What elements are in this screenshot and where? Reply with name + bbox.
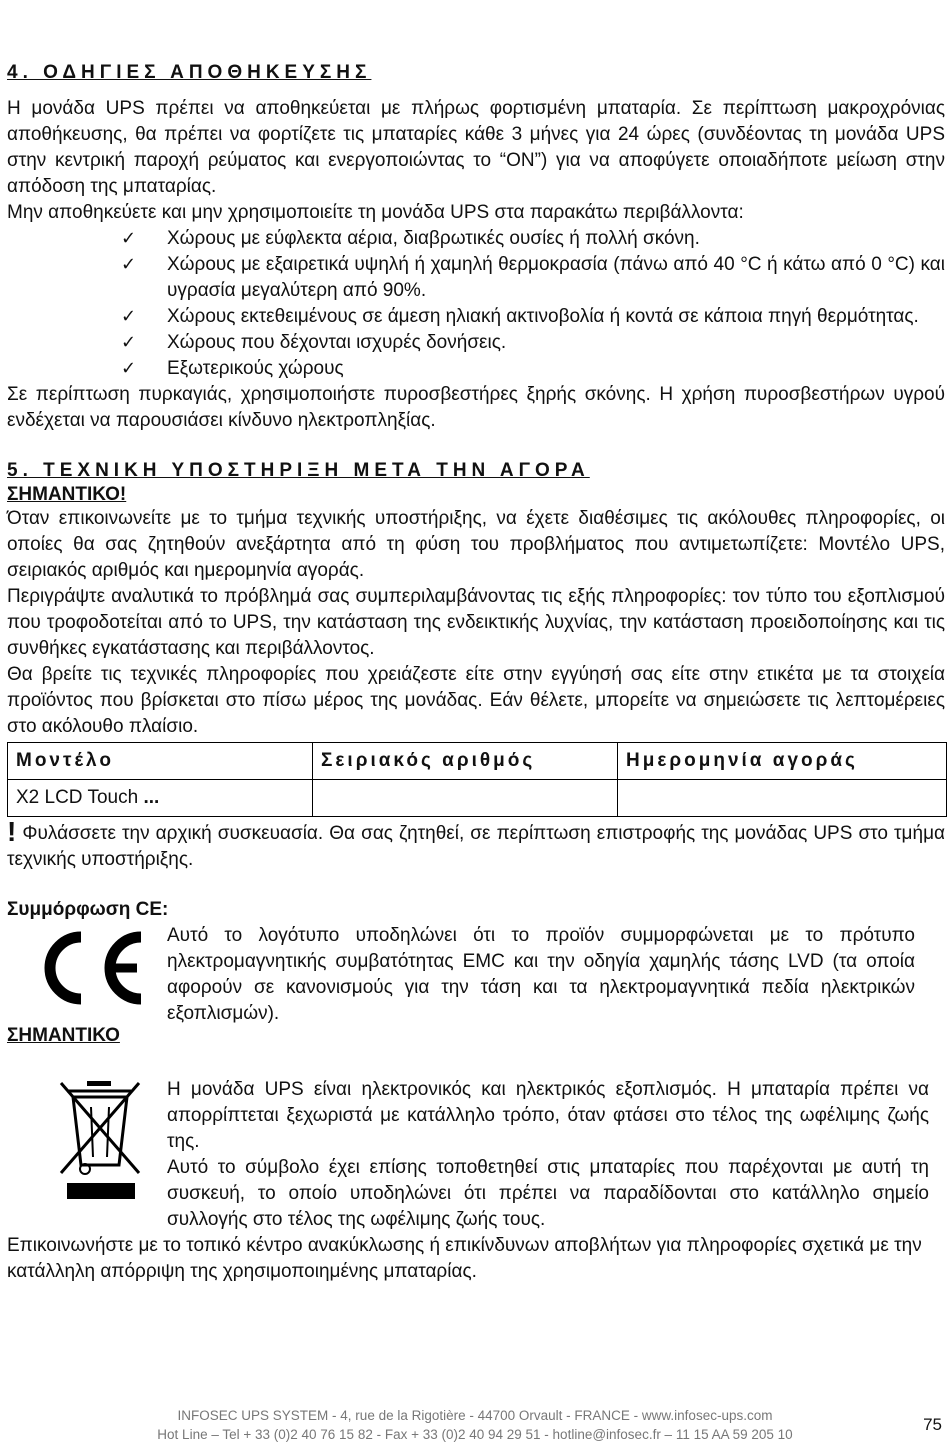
- model-value: X2 LCD Touch: [16, 787, 139, 808]
- crossed-bin-icon: [57, 1077, 145, 1201]
- footer-contact: Hot Line – Tel + 33 (0)2 40 76 15 82 - Fax + 33 (0)2 40 94 29 51 - hotline@infosec.fr – 11 15 AA 59 205 10: [157, 1427, 793, 1442]
- column-header-model: Μοντέλο: [8, 743, 313, 780]
- weee-section: [7, 1077, 945, 1233]
- important-label: ΣΗΜΑΝΤΙΚΟ!: [7, 484, 127, 505]
- document-page: [7, 60, 945, 1285]
- list-item-text: Χώρους με εύφλεκτα αέρια, διαβρωτικές ουσίες ή πολλή σκόνη.: [167, 228, 700, 249]
- support-paragraph-3: Θα βρείτε τις τεχνικές πληροφορίες που χρειάζεστε είτε στην εγγύησή σας είτε στην ετικέτα με τα στοιχεία προϊόντος που βρίσκεται στο πίσω μέρος της μονάδας. Εάν θέλετε, μπορείτε να σημειώσετε τις λεπτομέρειες στο ακόλουθο πλαίσιο.: [7, 664, 945, 737]
- environment-list: [7, 226, 945, 382]
- column-header-serial: Σειριακός αριθμός: [313, 743, 618, 780]
- ce-text: Αυτό το λογότυπο υποδηλώνει ότι το προϊόν συμμορφώνεται με το πρότυπο ηλεκτρομαγνητικής συμβατότητας EMC και την οδηγία χαμηλής τάσης LVD (τα οποία αφορούν σε κανονισμούς για την τάση και τα ηλεκτρομαγνητικά πεδία ηλεκτρικών εξοπλισμών).: [167, 925, 915, 1024]
- list-item-text: Χώρους με εξαιρετικά υψηλή ή χαμηλή θερμοκρασία (πάνω από 40 °C ή κάτω από 0 °C) και υγρασία μεγαλύτερη από 90%.: [167, 254, 945, 301]
- product-info-table: [7, 742, 947, 817]
- footer: [0, 1406, 950, 1444]
- checkmark-icon: ✓: [121, 254, 137, 275]
- support-section: [7, 458, 945, 873]
- table-row: [8, 780, 947, 817]
- list-item-text: Χώρους εκτεθειμένους σε άμεση ηλιακή ακτινοβολία ή κοντά σε κάποια πηγή θερμότητας.: [167, 306, 919, 327]
- storage-paragraph: Η μονάδα UPS πρέπει να αποθηκεύεται με πλήρως φορτισμένη μπαταρία. Σε περίπτωση μακροχρόνιας αποθήκευσης, θα πρέπει να φορτίζετε τις μπαταρίες κάθε 3 μήνες για 24 ώρες (συνδέοντας τη μονάδα UPS στην κεντρική παροχή ρεύματος και ενεργοποιώντας το “ON”) για να αποφύγετε οποιαδήποτε μείωση στην απόδοση της μπαταρίας.: [7, 98, 945, 197]
- warning-icon: !: [7, 816, 17, 847]
- list-item: [121, 252, 945, 304]
- weee-text-1: Η μονάδα UPS είναι ηλεκτρονικός και ηλεκτρικός εξοπλισμός. Η μπαταρία πρέπει να απορρίπτεται ξεχωριστά με κατάλληλο τρόπο, όταν φτάσει στο τέλος της ωφέλιμης ζωής της.: [167, 1079, 929, 1152]
- support-heading: 5. ΤΕΧΝΙΚΗ ΥΠΟΣΤΗΡΙΞΗ ΜΕΤΑ ΤΗΝ ΑΓΟΡΑ: [7, 460, 590, 481]
- model-cell[interactable]: [8, 780, 313, 817]
- packaging-note-text: Φυλάσσετε την αρχική συσκευασία. Θα σας ζητηθεί, σε περίπτωση επιστροφής της μονάδας UPS στο τμήμα τεχνικής υποστήριξης.: [7, 823, 945, 870]
- list-item: [121, 330, 945, 356]
- recycling-paragraph: Επικοινωνήστε με το τοπικό κέντρο ανακύκλωσης ή επικίνδυνων αποβλήτων για πληροφορίες σχετικά με την κατάλληλη απόρριψη της χρησιμοποιημένης μπαταρίας.: [7, 1235, 922, 1282]
- storage-section: [7, 60, 945, 434]
- list-item-text: Χώρους που δέχονται ισχυρές δονήσεις.: [167, 332, 507, 353]
- checkmark-icon: ✓: [121, 228, 137, 249]
- ce-mark-icon: [29, 927, 147, 1009]
- important-label-2: ΣΗΜΑΝΤΙΚΟ: [7, 1025, 120, 1046]
- list-item: [121, 304, 945, 330]
- page-number: 75: [923, 1415, 942, 1434]
- column-header-date: Ημερομηνία αγοράς: [618, 743, 947, 780]
- checkmark-icon: ✓: [121, 358, 137, 379]
- footer-address: INFOSEC UPS SYSTEM - 4, rue de la Rigotière - 44700 Orvault - FRANCE - www.infosec-ups.com: [177, 1408, 773, 1423]
- fire-paragraph: Σε περίπτωση πυρκαγιάς, χρησιμοποιήστε πυροσβεστήρες ξηρής σκόνης. Η χρήση πυροσβεστήρων υγρού ενδέχεται να παρουσιάσει κίνδυνο ηλεκτροπληξίας.: [7, 384, 945, 431]
- support-paragraph-1: Όταν επικοινωνείτε με το τμήμα τεχνικής υποστήριξης, να έχετε διαθέσιμες τις ακόλουθες πληροφορίες, οι οποίες θα σας ζητηθούν ανεξάρτητα από τη φύση του προβλήματος που αντιμετωπίζετε: Μοντέλο UPS, σειριακός αριθμός και ημερομηνία αγοράς.: [7, 508, 945, 581]
- model-ellipsis: ...: [143, 787, 160, 808]
- table-header-row: [8, 743, 947, 780]
- list-item: [121, 226, 945, 252]
- ce-section: [7, 899, 945, 1077]
- list-item: [121, 356, 945, 382]
- support-paragraph-2: Περιγράψτε αναλυτικά το πρόβλημά σας συμπεριλαμβάνοντας τις εξής πληροφορίες: τον τύπο του εξοπλισμού που τροφοδοτείται από το UPS, την κατάσταση της ενδεικτικής λυχνίας, την κατάσταση προειδοποίησης και τις συνθήκες εγκατάστασης και περιβάλλοντος.: [7, 586, 945, 659]
- weee-text-2: Αυτό το σύμβολο έχει επίσης τοποθετηθεί στις μπαταρίες που παρέχονται με αυτή τη συσκευή, το οποίο υποδηλώνει ότι πρέπει να παραδίδονται στο κατάλληλο σημείο συλλογής στο τέλος της ωφέλιμης ζωής τους.: [167, 1157, 929, 1230]
- storage-environments-intro: Μην αποθηκεύετε και μην χρησιμοποιείτε τη μονάδα UPS στα παρακάτω περιβάλλοντα:: [7, 202, 744, 223]
- checkmark-icon: ✓: [121, 332, 137, 353]
- packaging-note: [7, 816, 945, 873]
- storage-heading: 4. ΟΔΗΓΙΕΣ ΑΠΟΘΗΚΕΥΣΗΣ: [7, 62, 372, 83]
- checkmark-icon: ✓: [121, 306, 137, 327]
- date-cell[interactable]: [618, 780, 947, 817]
- serial-cell[interactable]: [313, 780, 618, 817]
- list-item-text: Εξωτερικούς χώρους: [167, 358, 344, 379]
- ce-heading: Συμμόρφωση CE:: [7, 899, 169, 920]
